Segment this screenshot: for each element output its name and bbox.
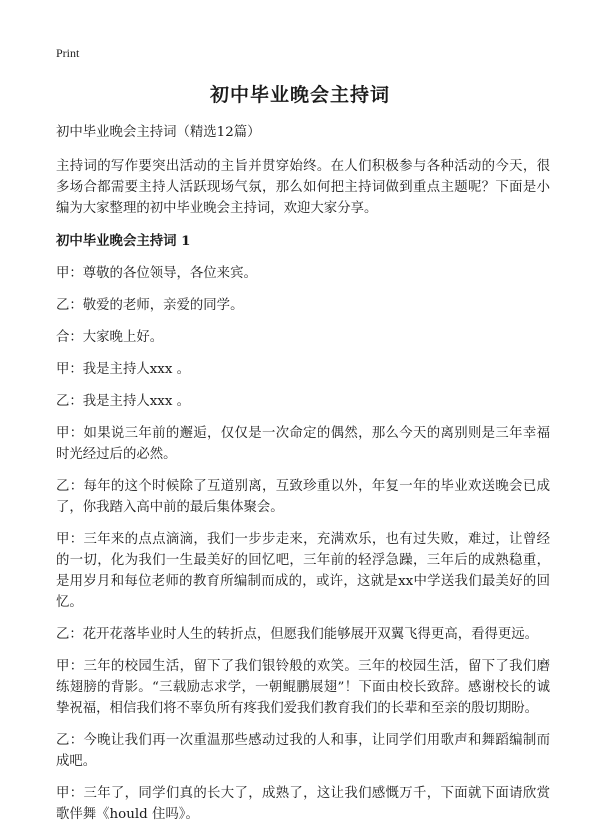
intro-paragraph: 主持词的写作要突出活动的主旨并贯穿始终。在人们积极参与各种活动的今天，很多场合都需要主持人活跃现场气氛，那么如何把主持词做到重点主题呢？下面是小编为大家整理的初中毕业晚会主持词，欢迎大家分享。 bbox=[56, 159, 550, 216]
document-subtitle: 初中毕业晚会主持词（精选12篇） bbox=[56, 125, 261, 140]
section-heading: 初中毕业晚会主持词 1 bbox=[56, 233, 191, 249]
dialogue-paragraph: 乙：敬爱的老师，亲爱的同学。 bbox=[56, 298, 244, 313]
dialogue-paragraph: 甲：如果说三年前的邂逅，仅仅是一次命定的偶然，那么今天的离别则是三年幸福时光经过后的必然。 bbox=[56, 426, 550, 462]
dialogue-paragraph: 甲：三年来的点点滴滴，我们一步步走来，充满欢乐，也有过失败，难过，让曾经的一切，化为我们一生最美好的回忆吧，三年前的轻浮急躁，三年后的成熟稳重，是用岁月和每位老师的教育所编制而成的，或许，这就是xx中学送我们最美好的回忆。 bbox=[56, 532, 550, 610]
print-link[interactable]: Print bbox=[56, 46, 80, 60]
dialogue-paragraph: 乙：我是主持人xxx 。 bbox=[56, 394, 191, 409]
dialogue-paragraph: 乙：今晚让我们再一次重温那些感动过我的人和事，让同学们用歌声和舞蹈编制而成吧。 bbox=[56, 733, 550, 769]
dialogue-paragraph: 甲：我是主持人xxx 。 bbox=[56, 362, 191, 377]
dialogue-paragraph: 乙：每年的这个时候除了互道别离，互致珍重以外，年复一年的毕业欢送晚会已成了，你我踏入高中前的最后集体聚会。 bbox=[56, 479, 550, 515]
document-body bbox=[56, 122, 550, 836]
dialogue-paragraph: 甲：三年了，同学们真的长大了，成熟了，这让我们感慨万千，下面就下面请欣赏歌伴舞《hould 住吗》。 bbox=[56, 786, 550, 822]
dialogue-paragraph: 甲：三年的校园生活，留下了我们银铃般的欢笑。三年的校园生活，留下了我们磨练翅膀的背影。“三载励志求学，一朝鲲鹏展翅”！下面由校长致辞。感谢校长的诚挚祝福，相信我们将不辜负所有疼我们爱我们教育我们的长辈和至亲的殷切期盼。 bbox=[56, 659, 550, 716]
page-title: 初中毕业晚会主持词 bbox=[209, 84, 390, 106]
dialogue-paragraph: 合：大家晚上好。 bbox=[56, 330, 164, 345]
dialogue-paragraph: 甲：尊敬的各位领导，各位来宾。 bbox=[56, 266, 257, 281]
dialogue-paragraph: 乙：花开花落毕业时人生的转折点，但愿我们能够展开双翼飞得更高，看得更远。 bbox=[56, 627, 539, 642]
